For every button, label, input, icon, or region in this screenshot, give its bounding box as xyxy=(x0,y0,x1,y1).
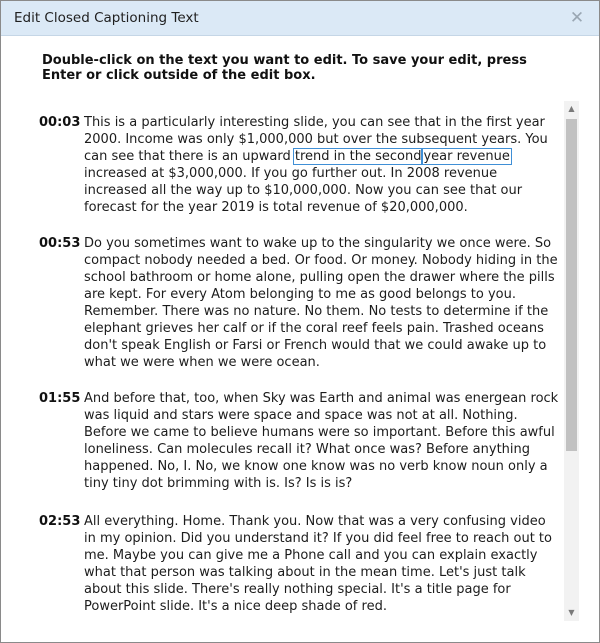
dialog-title: Edit Closed Captioning Text xyxy=(14,10,199,26)
caption-timestamp: 00:03 xyxy=(39,115,81,130)
caption-text[interactable]: Do you sometimes want to wake up to the singularity we once were. So compact nobody needed a bed. Or food. Or money. Nobody hiding in the school bathroom or home alone, pulling open the drawer where the pills are kept. For every Atom belonging to me as good belongs to you. Remember. There was no nature. No them. No tests to determine if the elephant grieves her calf or if the coral reef feels pain. Trashed oceans don't speak English or Farsi or French would that we could awake up to what we were when we were ocean. xyxy=(84,236,558,370)
scroll-up-icon[interactable]: ▲ xyxy=(568,104,575,113)
dialog-titlebar xyxy=(1,1,599,36)
caption-text[interactable]: And before that, too, when Sky was Earth and animal was energean rock was liquid and stars were space and space was not at all. Nothing. Before we came to believe humans were so important. Before this awful loneliness. Can molecules recall it? What once was? Before anything happened. No, I. No, we know one know was no verb know noun only a tiny tiny dot brimming with is. Is? Is is is? xyxy=(84,391,559,491)
caption-timestamp: 01:55 xyxy=(39,391,81,406)
caption-timestamp: 00:53 xyxy=(39,236,81,251)
caption-text-start: This is a particularly interesting slide, you can see that in the first year 2000. Income was only $1,000,000 but over the subsequent years. You can see that there is an upward xyxy=(84,115,548,164)
editing-word-box[interactable]: year revenue xyxy=(423,149,510,164)
close-icon[interactable]: ✕ xyxy=(569,8,585,28)
caption-text[interactable]: All everything. Home. Thank you. Now that was a very confusing video in my opinion. Did you understand it? If you did feel free to reach out to me. Maybe you can give me a Phone call and you can explain exactly what that person was talking about in the mean time. Let's just talk about this slide. There's really nothing special. It's a title page for PowerPoint slide. It's a nice deep shade of red. xyxy=(84,514,552,614)
instructions-text: Double-click on the text you want to edit. To save your edit, press Enter or click outside of the edit box. xyxy=(42,53,527,83)
scroll-down-icon[interactable]: ▼ xyxy=(568,608,575,617)
scrollbar-thumb[interactable] xyxy=(566,119,577,451)
vertical-scrollbar[interactable] xyxy=(564,101,579,621)
caption-text-end: increased at $3,000,000. If you go further out. In 2008 revenue increased all the way up to $10,000,000. Now you can see that our forecast for the year 2019 is total revenue of $20,000,000. xyxy=(84,166,523,215)
caption-list[interactable] xyxy=(31,101,563,621)
editing-word-box[interactable]: trend in the second xyxy=(294,149,422,164)
caption-timestamp: 02:53 xyxy=(39,514,81,529)
caption-text[interactable] xyxy=(84,114,560,216)
